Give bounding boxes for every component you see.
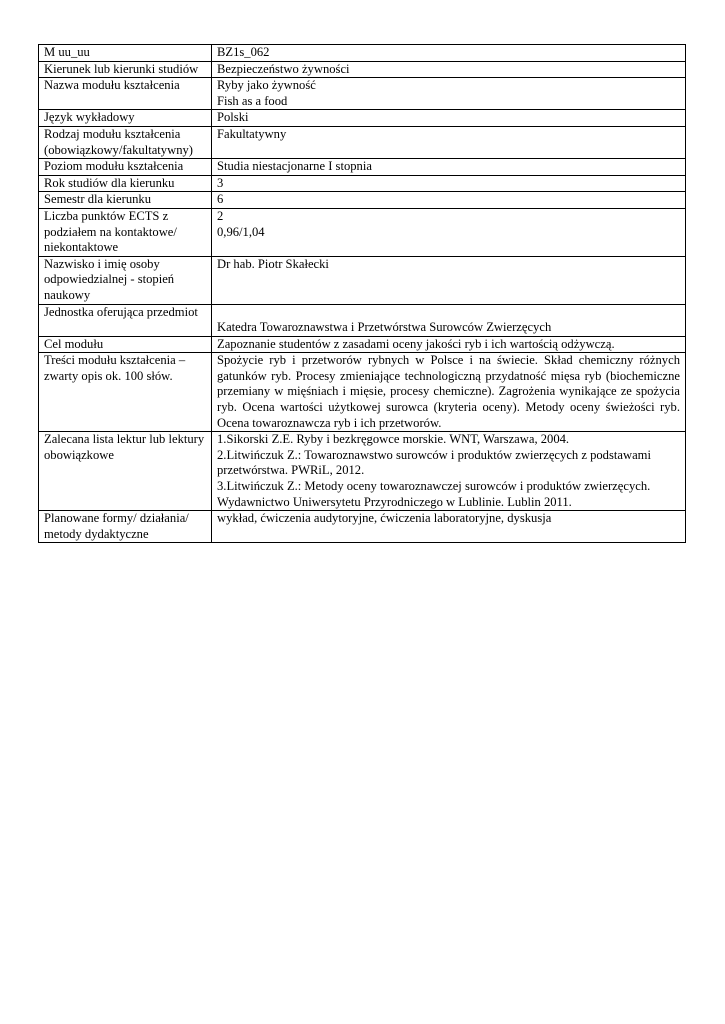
field-of-study-value [212,61,686,78]
module-name-polish: Ryby jako żywność [217,78,316,93]
reading-item-3: 3.Litwińczuk Z.: Metody oceny towaroznawczej surowców i produktów zwierzęcych. Wydawnictwo Uniwersytetu Przyrodniczego w Lublinie. Lublin 2011. [217,479,651,509]
module-code-value [212,45,686,62]
teaching-methods-label: Planowane formy/ działania/ metody dydaktyczne [39,511,212,543]
level-label: Poziom modułu kształcenia [39,159,212,176]
field-of-study-text: Bezpieczeństwo żywności [217,61,350,76]
table-row-ects [39,208,686,256]
table-row-responsible-person [39,256,686,304]
table-body [39,45,686,543]
year-label: Rok studiów dla kierunku [39,175,212,192]
field-of-study-label: Kierunek lub kierunki studiów [39,61,212,78]
module-code-text: BZ1s_062 [217,45,270,59]
responsible-person-value [212,256,686,304]
table-row-field-of-study [39,61,686,78]
module-description-table [38,44,686,543]
table-row-level [39,159,686,176]
ects-total: 2 [217,208,224,223]
module-type-text: Fakultatywny [217,126,287,141]
responsible-person-text: Dr hab. Piotr Skałecki [217,256,329,271]
reading-item-1: 1.Sikorski Z.E. Ryby i bezkręgowce morskie. WNT, Warszawa, 2004. [217,432,570,447]
module-type-value [212,126,686,158]
semester-text: 6 [217,192,224,207]
module-type-label: Rodzaj modułu kształcenia (obowiązkowy/fakultatywny) [39,126,212,158]
unit-blank-line [217,305,680,321]
table-row-module-type [39,126,686,158]
content-label: Treści modułu kształcenia – zwarty opis ok. 100 słów. [39,353,212,432]
table-row-module-name [39,78,686,110]
responsible-person-label: Nazwisko i imię osoby odpowiedzialnej - stopień naukowy [39,256,212,304]
level-text: Studia niestacjonarne I stopnia [217,159,372,174]
table-row-unit [39,304,686,336]
language-text: Polski [217,110,249,125]
content-text: Spożycie ryb i przetworów rybnych w Polsce i na świecie. Skład chemiczny różnych gatunków ryb. Procesy zmieniające technologiczną przydatność mięsa ryb (biochemiczne przemiany w mięśniach i mięsie, procesy chemiczne). Zagrożenia wynikające ze spożycia ryb. Ocena wartości użytkowej surowca (kryteria oceny). Metody oceny świeżości ryb. Ocena towaroznawcza ryb i ich przetworów. [217,353,680,430]
year-value [212,175,686,192]
module-name-english: Fish as a food [217,93,288,108]
reading-list-label: Zalecana lista lektur lub lektury obowiązkowe [39,432,212,511]
ects-value [212,208,686,256]
content-value [212,353,686,432]
language-value [212,110,686,127]
unit-text: Katedra Towaroznawstwa i Przetwórstwa Surowców Zwierzęcych [217,320,552,335]
objective-text: Zapoznanie studentów z zasadami oceny jakości ryb i ich wartością odżywczą. [217,336,615,351]
year-text: 3 [217,175,224,190]
unit-label: Jednostka oferująca przedmiot [39,304,212,336]
semester-value [212,192,686,209]
table-row-language [39,110,686,127]
unit-value [212,304,686,336]
reading-item-2: 2.Litwińczuk Z.: Towaroznawstwo surowców i produktów zwierzęcych z podstawami przetwórstwa. PWRiL, 2012. [217,447,651,478]
table-row-content [39,353,686,432]
language-label: Język wykładowy [39,110,212,127]
module-name-value [212,78,686,110]
table-row-semester [39,192,686,209]
reading-list-value [212,432,686,511]
semester-label: Semestr dla kierunku [39,192,212,209]
table-row-objective [39,336,686,353]
teaching-methods-value [212,511,686,543]
table-row-module-code [39,45,686,62]
level-value [212,159,686,176]
module-name-label: Nazwa modułu kształcenia [39,78,212,110]
table-row-teaching-methods [39,511,686,543]
objective-value [212,336,686,353]
ects-split: 0,96/1,04 [217,224,265,239]
table-row-year [39,175,686,192]
table-row-reading-list [39,432,686,511]
ects-label: Liczba punktów ECTS z podziałem na kontaktowe/ niekontaktowe [39,208,212,256]
module-code-label: M uu_uu [39,45,212,62]
objective-label: Cel modułu [39,336,212,353]
teaching-methods-text: wykład, ćwiczenia audytoryjne, ćwiczenia laboratoryjne, dyskusja [217,511,552,526]
